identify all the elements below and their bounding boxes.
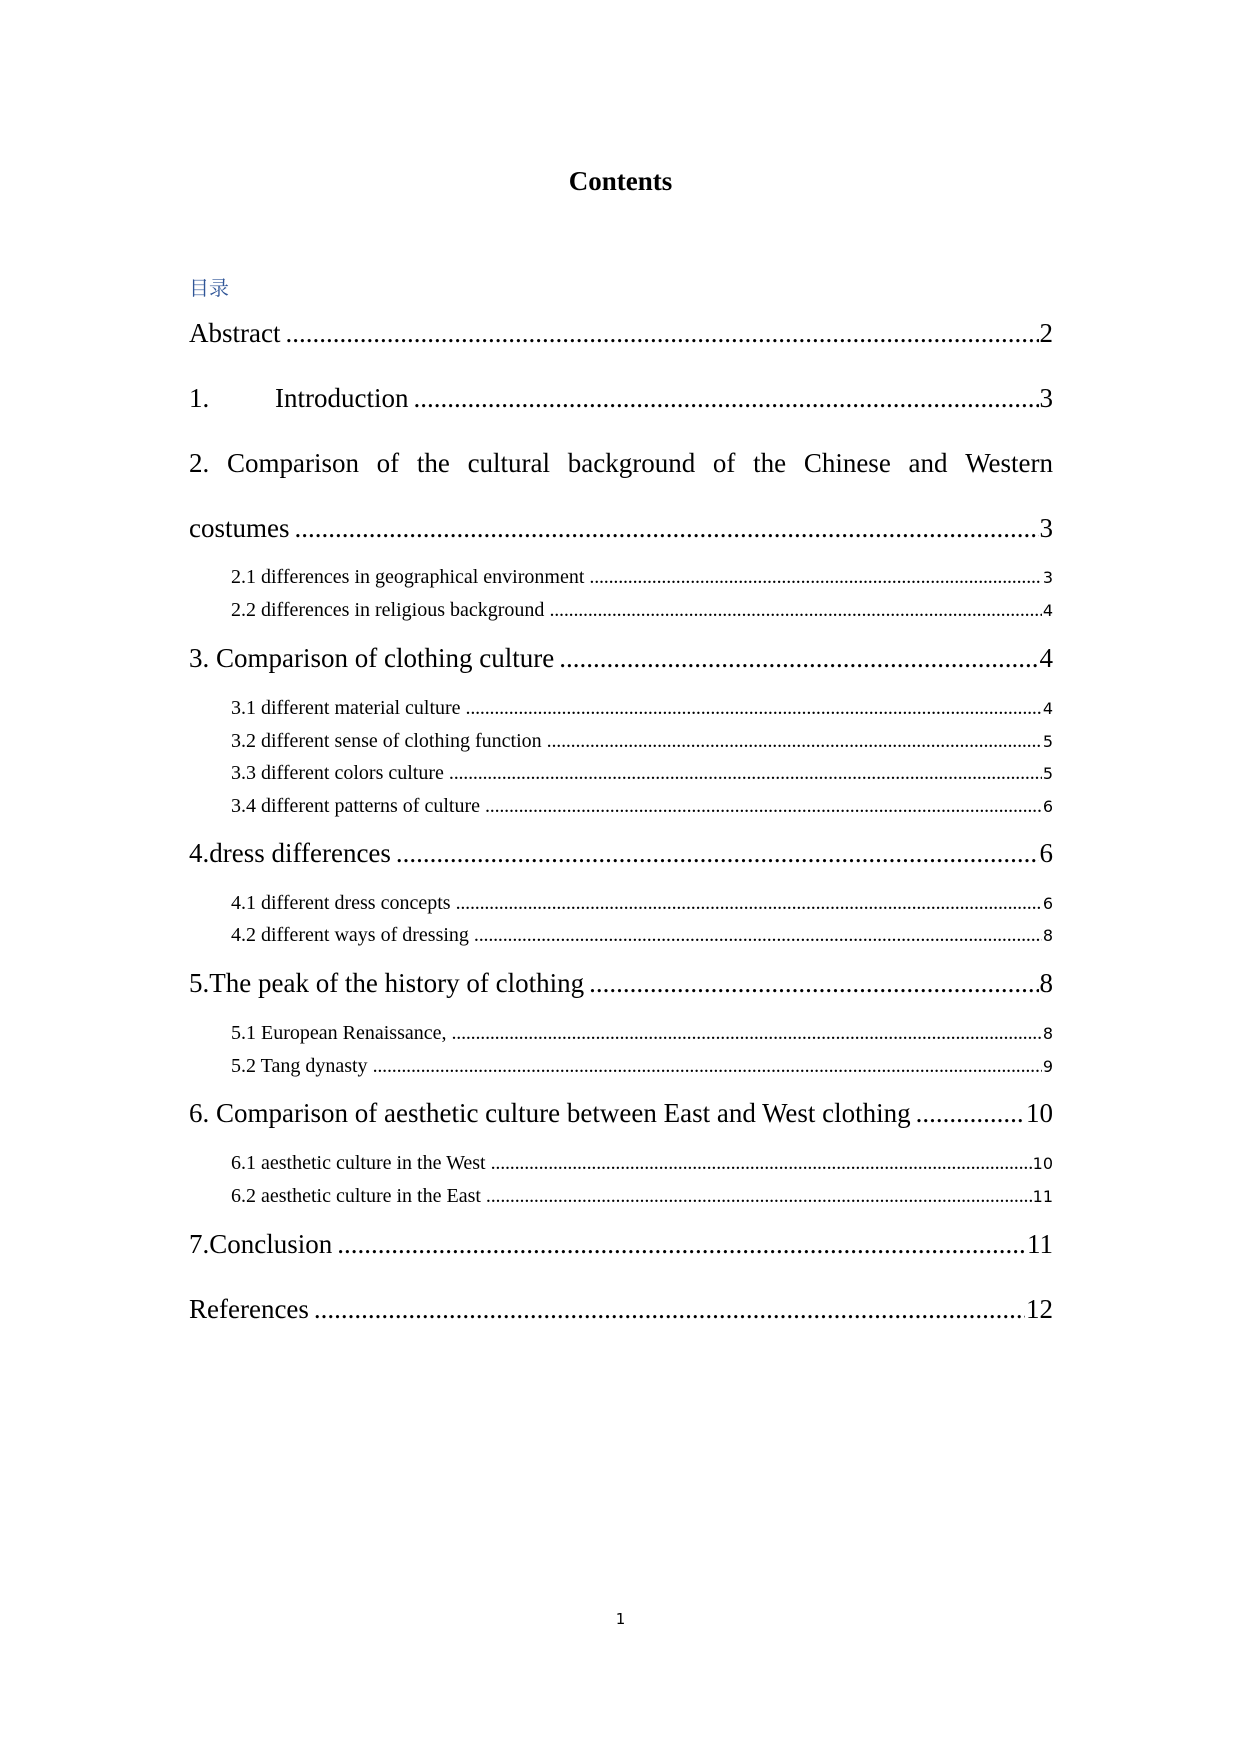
toc-entry-label: 7.Conclusion xyxy=(189,1229,333,1259)
word: the xyxy=(416,448,450,478)
page-number: 1 xyxy=(615,1610,626,1628)
dot-leader xyxy=(547,730,1042,753)
dot-leader xyxy=(559,643,1038,674)
toc-entry-page: 10 xyxy=(1026,1098,1053,1128)
toc-entry-label: 6.2 aesthetic culture in the East xyxy=(231,1185,481,1207)
dot-leader xyxy=(413,383,1038,414)
toc-entry-page: 4 xyxy=(1039,643,1053,673)
dot-leader xyxy=(295,513,1039,544)
toc-entry-label: 3. Comparison of clothing culture xyxy=(189,643,555,673)
toc-entry-page: 6 xyxy=(1042,894,1053,913)
dot-leader xyxy=(456,892,1042,915)
toc-entry-label: 3.3 different colors culture xyxy=(231,762,444,784)
toc-entry-3[interactable] xyxy=(189,643,1053,674)
toc-entry-label: 3.2 different sense of clothing function xyxy=(231,730,542,752)
dot-leader xyxy=(474,924,1042,947)
toc-entry-6-1[interactable] xyxy=(231,1152,1053,1175)
toc-entry-4-1[interactable] xyxy=(231,892,1053,915)
toc-entry-page: 8 xyxy=(1042,1024,1053,1043)
dot-leader xyxy=(485,795,1042,818)
toc-entry-5-2[interactable] xyxy=(231,1055,1053,1078)
toc-entry-number: 1. xyxy=(189,383,210,413)
toc-entry-comparison-background-line1[interactable] xyxy=(189,448,1053,479)
word: Comparison xyxy=(226,448,359,478)
toc-entry-page: 5 xyxy=(1042,732,1053,751)
toc-entry-page: 5 xyxy=(1042,764,1053,783)
toc-entry-label: 4.2 different ways of dressing xyxy=(231,924,469,946)
dot-leader xyxy=(486,1185,1032,1208)
word: the xyxy=(753,448,787,478)
dot-leader xyxy=(466,697,1042,720)
toc-entry-page: 4 xyxy=(1042,601,1053,620)
dot-leader xyxy=(589,566,1041,589)
dot-leader xyxy=(451,1022,1041,1045)
dot-leader xyxy=(549,599,1041,622)
word: background xyxy=(567,448,696,478)
toc-entry-page: 8 xyxy=(1039,968,1053,998)
toc-entry-4-2[interactable] xyxy=(231,924,1053,947)
toc-entry-page: 8 xyxy=(1042,926,1053,945)
word: Western xyxy=(965,448,1053,478)
toc-heading: 目录 xyxy=(189,276,229,300)
toc-entry-6[interactable] xyxy=(189,1098,1053,1129)
dot-leader xyxy=(449,762,1042,785)
word: Chinese xyxy=(803,448,891,478)
toc-entry-page: 9 xyxy=(1042,1057,1053,1076)
toc-entry-3-2[interactable] xyxy=(231,730,1053,753)
toc-entry-label: 5.1 European Renaissance, xyxy=(231,1022,447,1044)
toc-entry-page: 3 xyxy=(1042,568,1053,587)
toc-entry-introduction[interactable] xyxy=(189,383,1053,414)
toc-entry-label: 6.1 aesthetic culture in the West xyxy=(231,1152,486,1174)
toc-entry-5-1[interactable] xyxy=(231,1022,1053,1045)
toc-entry-3-4[interactable] xyxy=(231,795,1053,818)
toc-entry-3-1[interactable] xyxy=(231,697,1053,720)
toc-entry-label: 2.1 differences in geographical environment xyxy=(231,566,585,588)
toc-entry-4[interactable] xyxy=(189,838,1053,869)
toc-entry-comparison-background-line2[interactable] xyxy=(189,513,1053,544)
toc-entry-2-1[interactable] xyxy=(231,566,1053,589)
dot-leader xyxy=(373,1055,1042,1078)
toc-entry-3-3[interactable] xyxy=(231,762,1053,785)
toc-entry-2-2[interactable] xyxy=(231,599,1053,622)
toc-entry-label: 6. Comparison of aesthetic culture between East and West clothing xyxy=(189,1098,911,1128)
word: of xyxy=(376,448,400,478)
toc-entry-label: Abstract xyxy=(189,318,281,348)
toc-entry-page: 10 xyxy=(1032,1154,1053,1173)
toc-entry-label: 4.1 different dress concepts xyxy=(231,892,451,914)
dot-leader xyxy=(337,1229,1026,1260)
word: cultural xyxy=(467,448,551,478)
toc-entry-label: References xyxy=(189,1294,309,1324)
toc-entry-label: 3.1 different material culture xyxy=(231,697,461,719)
toc-entry-6-2[interactable] xyxy=(231,1185,1053,1208)
dot-leader xyxy=(491,1152,1032,1175)
word: 2. xyxy=(189,448,210,478)
toc-entry-page: 11 xyxy=(1032,1187,1053,1206)
toc-entry-title: Introduction xyxy=(275,383,409,413)
toc-entry-references[interactable] xyxy=(189,1294,1053,1325)
toc-entry-page: 4 xyxy=(1042,699,1053,718)
dot-leader xyxy=(396,838,1039,869)
toc-entry-label: costumes xyxy=(189,513,290,543)
toc-entry-page: 6 xyxy=(1039,838,1053,868)
dot-leader xyxy=(285,318,1038,349)
toc-entry-7[interactable] xyxy=(189,1229,1053,1260)
toc-entry-page: 11 xyxy=(1027,1229,1053,1259)
dot-leader xyxy=(916,1098,1025,1129)
toc-entry-page: 3 xyxy=(1039,513,1053,543)
toc-entry-page: 12 xyxy=(1026,1294,1053,1324)
toc-entry-page: 2 xyxy=(1039,318,1053,348)
word: and xyxy=(908,448,948,478)
dot-leader xyxy=(314,1294,1025,1325)
toc-entry-label: 5.The peak of the history of clothing xyxy=(189,968,585,998)
toc-entry-page: 6 xyxy=(1042,797,1053,816)
word: of xyxy=(712,448,736,478)
toc-entry-abstract[interactable] xyxy=(189,318,1053,349)
toc-entry-5[interactable] xyxy=(189,968,1053,999)
toc-entry-label: 4.dress differences xyxy=(189,838,391,868)
toc-entry-label: 3.4 different patterns of culture xyxy=(231,795,480,817)
page-title: Contents xyxy=(568,166,673,196)
toc-entry-label xyxy=(189,383,408,414)
toc-entry-label: 2.2 differences in religious background xyxy=(231,599,545,621)
toc-entry-page: 3 xyxy=(1039,383,1053,413)
dot-leader xyxy=(589,968,1038,999)
toc-entry-label: 5.2 Tang dynasty xyxy=(231,1055,368,1077)
